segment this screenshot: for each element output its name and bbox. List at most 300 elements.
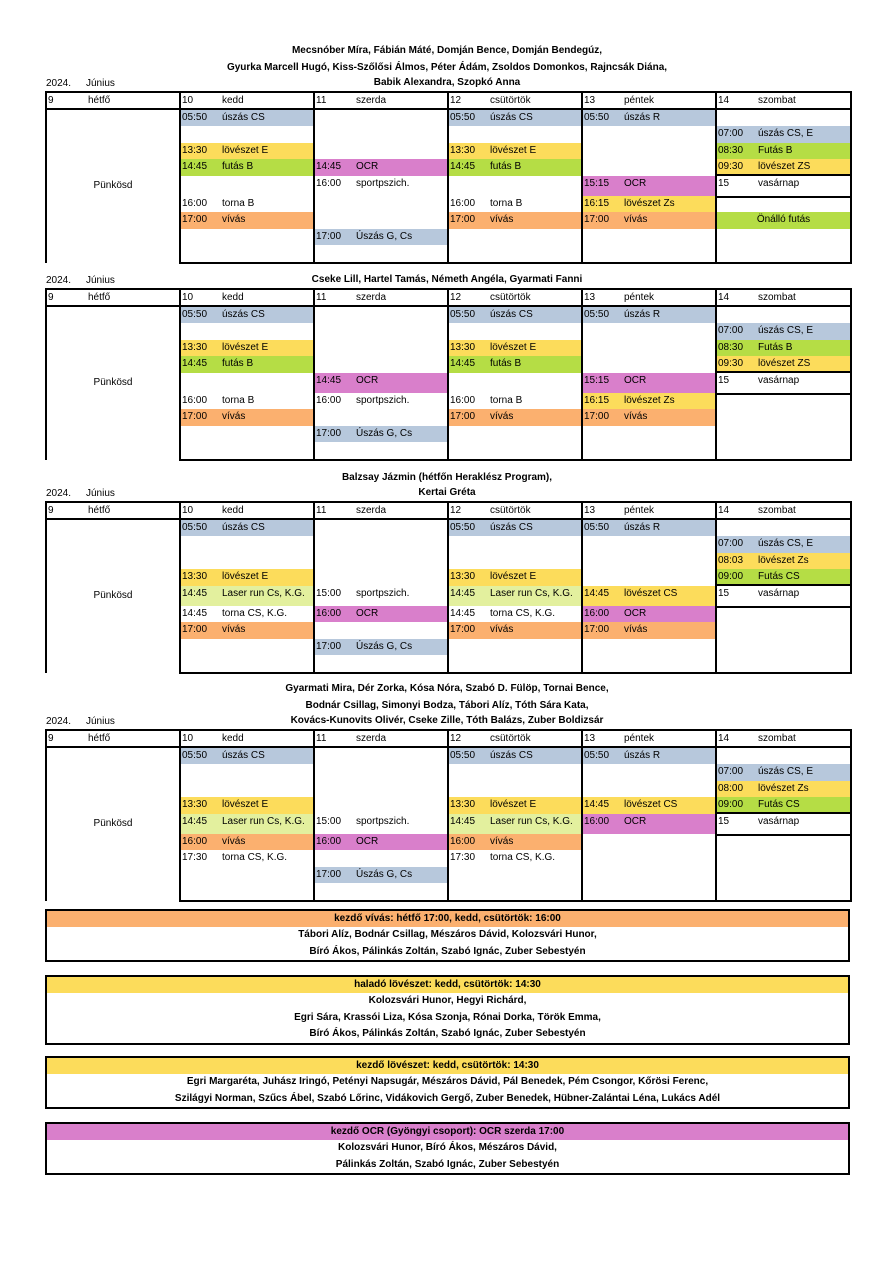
event-cell-csutortok (448, 176, 582, 196)
event-cell-kedd (180, 747, 314, 764)
week-2-table (45, 288, 852, 461)
event-cell-pentek (582, 586, 716, 606)
event-time: 14:45 (450, 161, 476, 173)
event-time: 17:00 (450, 624, 476, 636)
event-label (356, 850, 447, 866)
event-cell-csutortok (448, 655, 582, 672)
event-time (181, 323, 222, 339)
event-cell-kedd (180, 109, 314, 126)
day-number: 14 (718, 505, 730, 516)
week-2-athletes: Cseke Lill, Hartel Tamás, Németh Angéla, Gyarmati Fanni (311, 274, 583, 285)
event-time (315, 442, 356, 458)
day-header-pentek (582, 92, 716, 109)
event-cell-pentek (582, 622, 716, 638)
event-time (449, 229, 490, 245)
event-cell-szerda (314, 747, 448, 764)
event-time (315, 655, 356, 671)
event-label: Úszás G, Cs (356, 868, 413, 880)
event-time: 17:00 (450, 214, 476, 226)
event-cell-kedd (180, 323, 314, 339)
event-label: Laser run Cs, K.G. (222, 587, 305, 599)
event-cell-szerda (314, 245, 448, 262)
event-label (490, 323, 581, 339)
event-time (583, 764, 624, 780)
day-name: szerda (356, 292, 387, 303)
event-time: 14:45 (450, 815, 476, 827)
event-label (490, 883, 581, 899)
month: Június (86, 78, 115, 89)
event-label (624, 229, 715, 245)
event-time (315, 212, 356, 228)
event-cell-pentek (582, 126, 716, 142)
day-header-szerda (314, 289, 448, 306)
event-cell-szerda (314, 781, 448, 797)
event-cell-szerda (314, 834, 448, 850)
event-time (315, 307, 356, 323)
event-time (449, 426, 490, 442)
event-cell-pentek (582, 442, 716, 459)
event-time: 07:00 (718, 766, 744, 778)
event-label: OCR (624, 177, 647, 189)
event-label (356, 442, 447, 458)
event-label (490, 229, 581, 245)
day-number: 15 (718, 587, 730, 599)
group-members-line: Egri Sára, Krassói Liza, Kósa Szonja, Rónai Dorka, Török Emma, (294, 1011, 601, 1023)
event-label: sportpszich. (356, 587, 410, 599)
event-label: futás B (222, 358, 254, 370)
week-3-table (45, 501, 852, 674)
event-label: lövészet CS (624, 587, 678, 599)
event-time: 14:45 (182, 608, 208, 620)
schedule-row (46, 519, 851, 536)
event-label (356, 307, 447, 323)
day-number: 13 (584, 733, 596, 744)
event-time: 05:50 (584, 112, 610, 123)
event-label (490, 373, 581, 393)
day-number: 15 (718, 374, 730, 386)
day-name: csütörtök (490, 292, 531, 303)
event-cell-vasarnap (716, 245, 851, 262)
event-label (222, 536, 313, 552)
event-time (583, 781, 624, 797)
event-time: 15:00 (316, 587, 342, 599)
event-cell-szombat (716, 536, 851, 552)
event-time (181, 426, 222, 442)
event-label (758, 110, 850, 126)
day-number: 14 (718, 733, 730, 744)
day-header-szombat (716, 289, 851, 306)
event-cell-kedd (180, 655, 314, 672)
event-label: vívás (624, 214, 648, 226)
event-time (449, 867, 490, 883)
event-label (490, 553, 581, 569)
day-number: 12 (450, 733, 462, 744)
event-label (356, 536, 447, 552)
event-cell-csutortok (448, 229, 582, 245)
event-label: torna CS, K.G. (222, 608, 288, 620)
event-label (222, 655, 313, 671)
event-time: 07:00 (718, 538, 744, 550)
week-1-athletes-line3: Babik Alexandra, Szopkó Anna (373, 77, 521, 88)
event-time: 14:45 (450, 608, 476, 620)
day-number: 15 (718, 815, 730, 827)
event-time: 16:00 (584, 608, 610, 620)
event-label (490, 536, 581, 552)
event-label: lövészet E (490, 144, 537, 156)
event-cell-csutortok (448, 797, 582, 813)
event-time (717, 307, 758, 323)
event-time: 13:30 (182, 571, 208, 583)
event-time: 16:15 (584, 198, 610, 210)
event-label: úszás CS, E (758, 325, 814, 337)
event-time: 05:50 (182, 750, 208, 761)
day-header-vasarnap (716, 814, 851, 834)
week-2-year-month (46, 275, 115, 287)
event-label (356, 323, 447, 339)
event-time: 16:00 (316, 836, 342, 848)
event-time: 13:30 (450, 341, 476, 353)
event-time: 09:00 (718, 571, 744, 583)
event-time: 15:15 (584, 374, 610, 386)
event-cell-szombat (716, 569, 851, 585)
day-header-vasarnap (716, 586, 851, 606)
event-time: 17:00 (182, 624, 208, 636)
event-cell-csutortok (448, 323, 582, 339)
event-time: 05:50 (450, 309, 476, 320)
event-label (356, 781, 447, 797)
event-label: Futás CS (758, 571, 800, 583)
event-time (449, 553, 490, 569)
event-time (181, 126, 222, 142)
event-cell-pentek (582, 109, 716, 126)
event-cell-pentek (582, 340, 716, 356)
day-header-hetfo (46, 502, 180, 519)
event-time: 08:00 (718, 782, 744, 794)
event-time: 15:00 (316, 815, 342, 827)
event-cell-szombat (716, 143, 851, 159)
event-cell-pentek (582, 519, 716, 536)
event-time: 14:45 (584, 799, 610, 811)
event-cell-pentek (582, 229, 716, 245)
event-time (583, 639, 624, 655)
event-cell-vasarnap (716, 867, 851, 883)
event-cell-csutortok (448, 639, 582, 655)
event-time: 14:45 (450, 587, 476, 599)
event-label: úszás CS (490, 309, 533, 320)
event-label (490, 764, 581, 780)
event-label (624, 356, 715, 372)
event-time (583, 553, 624, 569)
event-label: lövészet E (222, 799, 269, 811)
event-cell-szerda (314, 606, 448, 622)
day-header-row (46, 92, 851, 109)
day-name: csütörtök (490, 733, 531, 744)
event-time: 08:30 (718, 341, 744, 353)
week-3-year-month (46, 488, 115, 500)
event-time (717, 110, 758, 126)
event-cell-pentek (582, 606, 716, 622)
event-time: 17:30 (450, 852, 476, 864)
event-time (583, 867, 624, 883)
day-number: 9 (48, 292, 54, 303)
event-time (583, 340, 624, 356)
event-cell-vasarnap (716, 834, 851, 850)
event-cell-szerda (314, 373, 448, 393)
event-cell-csutortok (448, 159, 582, 175)
event-cell-kedd (180, 622, 314, 638)
event-label: sportpszich. (356, 395, 410, 407)
event-label (222, 867, 313, 883)
event-label: vívás (490, 836, 514, 848)
event-cell-csutortok (448, 109, 582, 126)
event-label: futás B (490, 161, 522, 173)
event-time (181, 442, 222, 458)
event-time (315, 110, 356, 126)
event-time (181, 781, 222, 797)
week-3-athletes (45, 470, 849, 487)
event-time: 15:15 (584, 177, 610, 189)
group-members-line: Pálinkás Zoltán, Szabó Ignác, Zuber Sebestyén (335, 1158, 560, 1170)
event-time: 16:00 (450, 836, 476, 848)
event-cell-kedd (180, 553, 314, 569)
event-label (222, 781, 313, 797)
day-name: vasárnap (758, 374, 800, 386)
event-time (583, 883, 624, 899)
event-time (181, 229, 222, 245)
event-cell-szerda (314, 536, 448, 552)
group-beginner-shooting (45, 1056, 850, 1109)
event-cell-csutortok (448, 867, 582, 883)
event-cell-szerda (314, 143, 448, 159)
event-time: 16:15 (584, 395, 610, 407)
event-label (222, 323, 313, 339)
event-label (624, 553, 715, 569)
day-number: 11 (316, 292, 327, 303)
event-time (181, 553, 222, 569)
event-cell-szerda (314, 176, 448, 196)
event-time (583, 569, 624, 585)
event-cell-pentek (582, 536, 716, 552)
group-title: kezdő OCR (Gyöngyi csoport): OCR szerda 17:00 (47, 1124, 848, 1140)
event-time (315, 536, 356, 552)
group-title: haladó lövészet: kedd, csütörtök: 14:30 (47, 977, 848, 993)
event-label (624, 536, 715, 552)
event-cell-szerda (314, 409, 448, 425)
event-cell-csutortok (448, 409, 582, 425)
event-label (624, 867, 715, 883)
event-time: 17:00 (182, 411, 208, 423)
event-label (222, 126, 313, 142)
event-label (356, 764, 447, 780)
event-time (583, 850, 624, 866)
event-time (583, 655, 624, 671)
day-number: 12 (450, 292, 462, 303)
event-label (356, 340, 447, 356)
day-number: 15 (718, 177, 730, 189)
day-name: kedd (222, 505, 244, 516)
event-label (356, 126, 447, 142)
event-time (583, 143, 624, 159)
event-time (315, 569, 356, 585)
event-time: 13:30 (450, 799, 476, 811)
event-time (315, 797, 356, 813)
event-label (490, 655, 581, 671)
event-time: 05:50 (450, 112, 476, 123)
event-cell-pentek (582, 159, 716, 175)
event-cell-kedd (180, 176, 314, 196)
sunday-note-label: Önálló futás (756, 214, 811, 226)
event-time: 05:50 (584, 309, 610, 320)
year: 2024. (46, 488, 72, 499)
event-time: 17:00 (450, 411, 476, 423)
event-label: futás B (490, 358, 522, 370)
group-members-line: Kolozsvári Hunor, Bíró Ákos, Mészáros Dávid, (338, 1142, 557, 1153)
event-label (356, 622, 447, 638)
event-label: vívás (222, 411, 246, 423)
event-time: 07:00 (718, 325, 744, 337)
event-label (222, 176, 313, 196)
group-members-line: Bíró Ákos, Pálinkás Zoltán, Szabó Ignác, Zuber Sebestyén (309, 945, 586, 957)
event-label (356, 553, 447, 569)
event-cell-kedd (180, 143, 314, 159)
event-label: lövészet E (222, 341, 269, 353)
event-label: Úszás G, Cs (356, 230, 413, 242)
event-cell-kedd (180, 126, 314, 142)
event-time (181, 655, 222, 671)
day-name: szerda (356, 733, 387, 744)
event-label (222, 553, 313, 569)
event-cell-pentek (582, 176, 716, 196)
event-label: Laser run Cs, K.G. (490, 815, 573, 827)
event-time (449, 781, 490, 797)
event-cell-szombat (716, 340, 851, 356)
year: 2024. (46, 78, 72, 89)
day-header-kedd (180, 730, 314, 747)
event-label: lövészet E (222, 144, 269, 156)
day-number: 9 (48, 95, 54, 106)
day-name: vasárnap (758, 815, 800, 827)
event-time (717, 748, 758, 764)
day-number: 13 (584, 292, 596, 303)
event-time (181, 764, 222, 780)
event-time: 17:00 (316, 640, 342, 652)
day-name: szerda (356, 505, 387, 516)
month: Június (86, 716, 115, 727)
event-cell-pentek (582, 781, 716, 797)
event-label (356, 569, 447, 585)
event-label: torna B (490, 198, 523, 210)
day-number: 9 (48, 733, 54, 744)
day-header-row (46, 289, 851, 306)
event-label (624, 323, 715, 339)
event-cell-szerda (314, 393, 448, 409)
event-time: 14:45 (182, 587, 208, 599)
event-label: vívás (222, 214, 246, 226)
day-name: szombat (758, 733, 796, 744)
event-time: 16:00 (450, 198, 476, 210)
event-cell-csutortok (448, 196, 582, 212)
day-header-row (46, 730, 851, 747)
day-header-csutortok (448, 92, 582, 109)
event-label (624, 426, 715, 442)
event-cell-szerda (314, 797, 448, 813)
event-label: úszás CS (490, 750, 533, 761)
event-cell-vasarnap (716, 196, 851, 212)
event-label: lövészet Zs (758, 782, 809, 794)
event-time (315, 126, 356, 142)
event-cell-szerda (314, 126, 448, 142)
group-title: kezdő lövészet: kedd, csütörtök: 14:30 (47, 1058, 848, 1074)
event-cell-kedd (180, 850, 314, 866)
event-time: 17:00 (182, 214, 208, 226)
event-time: 16:00 (182, 395, 208, 407)
event-label: sportpszich. (356, 815, 410, 827)
event-time: 16:00 (316, 395, 342, 407)
event-time (583, 126, 624, 142)
event-label (356, 748, 447, 764)
event-cell-pentek (582, 814, 716, 834)
event-label (356, 196, 447, 212)
day-name: kedd (222, 733, 244, 744)
event-cell-pentek (582, 393, 716, 409)
day-header-szerda (314, 730, 448, 747)
event-label (222, 764, 313, 780)
event-label: lövészet E (490, 341, 537, 353)
event-label (356, 520, 447, 536)
athlete-line: Mecsnóber Míra, Fábián Máté, Domján Bence, Domján Bendegúz, (291, 45, 603, 56)
day-name: csütörtök (490, 505, 531, 516)
day-name: szombat (758, 505, 796, 516)
event-cell-pentek (582, 639, 716, 655)
event-cell-szombat (716, 519, 851, 536)
event-label: Laser run Cs, K.G. (490, 587, 573, 599)
event-time (583, 159, 624, 175)
sunday-note (716, 212, 851, 228)
event-cell-kedd (180, 781, 314, 797)
event-cell-szerda (314, 622, 448, 638)
event-time: 14:45 (584, 587, 610, 599)
event-cell-kedd (180, 814, 314, 834)
day-name: kedd (222, 292, 244, 303)
event-label: úszás CS (222, 522, 265, 533)
event-time (583, 426, 624, 442)
event-label: lövészet E (222, 571, 269, 583)
event-label (356, 883, 447, 899)
day-number: 9 (48, 505, 54, 516)
day-name: péntek (624, 733, 655, 744)
event-cell-szerda (314, 159, 448, 175)
event-cell-szerda (314, 306, 448, 323)
event-cell-kedd (180, 196, 314, 212)
day-name: csütörtök (490, 95, 531, 106)
event-label (624, 834, 715, 850)
event-time: 05:50 (584, 750, 610, 761)
event-label (624, 143, 715, 159)
event-time (181, 176, 222, 196)
event-time (449, 245, 490, 261)
event-cell-csutortok (448, 747, 582, 764)
day-name: szombat (758, 95, 796, 106)
event-cell-csutortok (448, 764, 582, 780)
event-time: 07:00 (718, 128, 744, 140)
event-label (222, 245, 313, 261)
event-cell-pentek (582, 797, 716, 813)
event-time: 09:30 (718, 358, 744, 370)
event-label: úszás CS (222, 112, 265, 123)
year: 2024. (46, 716, 72, 727)
event-label: vívás (490, 214, 514, 226)
event-cell-csutortok (448, 212, 582, 228)
